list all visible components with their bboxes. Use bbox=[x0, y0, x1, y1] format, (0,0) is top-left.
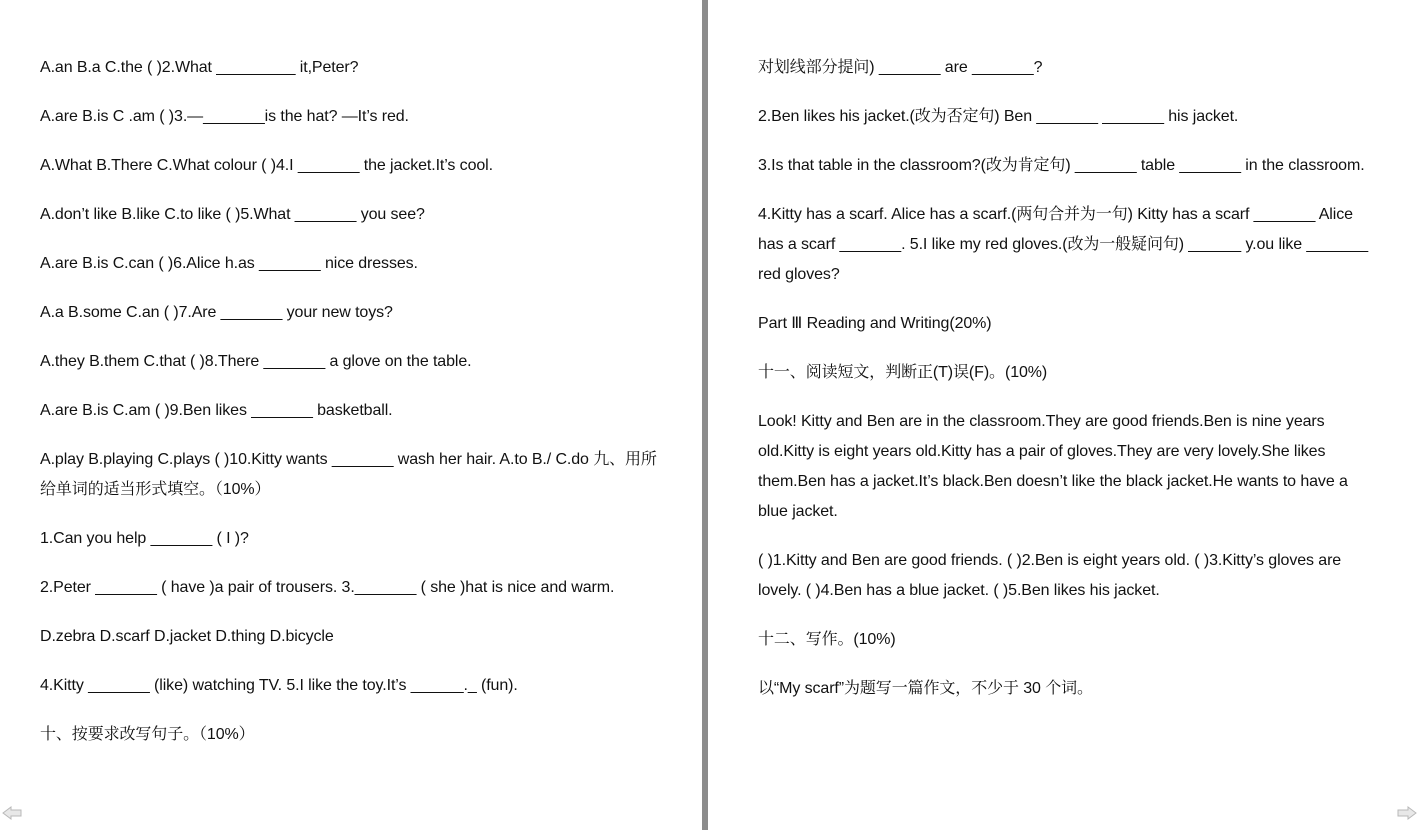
left-line-14: 十、按要求改写句子。（10%） bbox=[40, 726, 255, 743]
right-line-1: 对划线部分提问) _______ are _______? bbox=[758, 59, 1043, 76]
right-line-2: 2.Ben likes his jacket.(改为否定句) Ben _______ _______ his jacket. bbox=[758, 108, 1239, 125]
left-line-8: A.are B.is C.am ( )9.Ben likes _______ basketball. bbox=[40, 402, 393, 419]
left-line-5: A.are B.is C.can ( )6.Alice h.as _______ nice dresses. bbox=[40, 255, 418, 272]
left-line-7: A.they B.them C.that ( )8.There _______ a glove on the table. bbox=[40, 353, 472, 370]
left-line-1: A.an B.a C.the ( )2.What _________ it,Peter? bbox=[40, 59, 359, 76]
right-line-10: 以“My scarf”为题写一篇作文，不少于 30 个词。 bbox=[758, 680, 1093, 697]
right-line-6: 十一、阅读短文，判断正(T)误(F)。(10%) bbox=[758, 364, 1048, 381]
arrow-right-icon[interactable] bbox=[1397, 806, 1417, 820]
page-divider bbox=[702, 0, 708, 830]
right-line-5: Part Ⅲ Reading and Writing(20%) bbox=[758, 315, 992, 332]
right-line-7: Look! Kitty and Ben are in the classroom.They are good friends.Ben is nine years old.Kitty is eight years old.Kitty has a pair of gloves.They are very lovely.She likes them.Ben has a jacket.It’s black.Ben doesn’t like the black jacket.He wants to have a blue jacket. bbox=[758, 413, 1348, 520]
left-line-12: D.zebra D.scarf D.jacket D.thing D.bicycle bbox=[40, 628, 334, 645]
right-line-8: ( )1.Kitty and Ben are good friends. ( )2.Ben is eight years old. ( )3.Kitty’s gloves are lovely. ( )4.Ben has a blue jacket. ( )5.Ben likes his jacket. bbox=[758, 552, 1342, 599]
left-line-3: A.What B.There C.What colour ( )4.I _______ the jacket.It’s cool. bbox=[40, 157, 493, 174]
left-line-4: A.don’t like B.like C.to like ( )5.What _______ you see? bbox=[40, 206, 425, 223]
arrow-left-icon[interactable] bbox=[2, 806, 22, 820]
left-line-9: A.play B.playing C.plays ( )10.Kitty wants _______ wash her hair. A.to B./ C.do 九、用所给单词的适当形式填空。（10%） bbox=[40, 451, 657, 498]
left-line-13: 4.Kitty _______ (like) watching TV. 5.I like the toy.It’s ______._ (fun). bbox=[40, 677, 518, 694]
right-page bbox=[710, 0, 1419, 830]
left-page bbox=[0, 0, 702, 830]
right-line-9: 十二、写作。(10%) bbox=[758, 631, 896, 648]
right-line-3: 3.Is that table in the classroom?(改为肯定句) _______ table _______ in the classroom. bbox=[758, 157, 1365, 174]
left-line-2: A.are B.is C .am ( )3.—_______is the hat? —It’s red. bbox=[40, 108, 409, 125]
right-line-4: 4.Kitty has a scarf. Alice has a scarf.(两句合并为一句) Kitty has a scarf _______ Alice has a scarf _______. 5.I like my red gloves.(改为一般疑问句) ______ y.ou like _______ red gloves? bbox=[758, 206, 1368, 283]
left-line-10: 1.Can you help _______ ( I )? bbox=[40, 530, 249, 547]
left-line-6: A.a B.some C.an ( )7.Are _______ your new toys? bbox=[40, 304, 393, 321]
left-line-11: 2.Peter _______ ( have )a pair of trousers. 3._______ ( she )hat is nice and warm. bbox=[40, 579, 615, 596]
